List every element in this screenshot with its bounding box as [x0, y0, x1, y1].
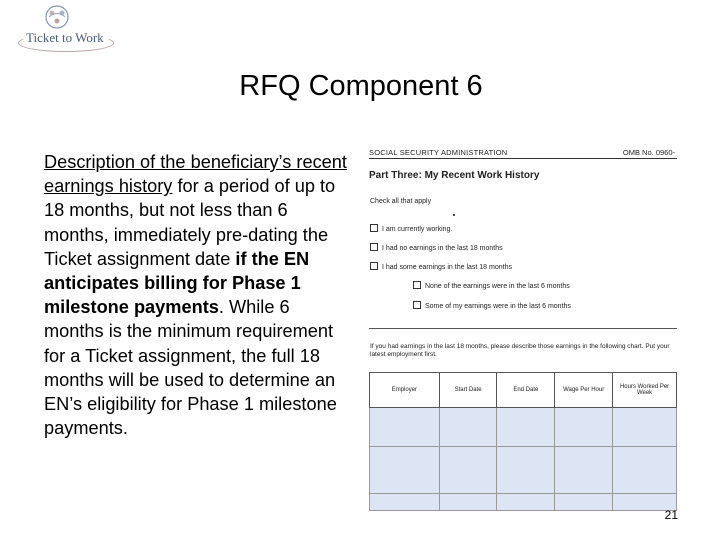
slide-description [44, 150, 354, 440]
checkbox-icon[interactable] [413, 301, 421, 309]
checkbox-icon[interactable] [413, 281, 421, 289]
table-cell[interactable] [497, 408, 555, 447]
form-header-left: SOCIAL SECURITY ADMINISTRATION [369, 148, 508, 157]
col-wage: Wage Per Hour [555, 373, 613, 408]
table-row [370, 447, 677, 494]
form-option-working[interactable]: I am currently working. [370, 224, 452, 233]
form-instruction: If you had earnings in the last 18 months, please describe those earnings in the following chart. Put your latest employment first. [370, 343, 670, 358]
form-speck [453, 214, 455, 216]
table-cell[interactable] [439, 408, 497, 447]
col-employer: Employer [370, 373, 440, 408]
form-top-rule [369, 158, 677, 159]
ticket-to-work-logo [8, 4, 108, 46]
form-check-label: Check all that apply [370, 198, 432, 205]
description-underlined: Description of the beneficiary’s recent earnings history [44, 152, 347, 197]
form-suboption-none-6mo[interactable]: None of the earnings were in the last 6 months [413, 281, 570, 290]
table-cell[interactable] [613, 447, 677, 494]
description-part1: for a period of up to 18 months, but not less than 6 months, immediately pre-dating the Ticket assignment date [44, 176, 336, 269]
checkbox-icon[interactable] [370, 243, 378, 251]
table-cell[interactable] [439, 494, 497, 511]
slide-title: RFQ Component 6 [239, 70, 483, 102]
earnings-table [369, 372, 677, 511]
table-cell[interactable] [555, 408, 613, 447]
table-cell[interactable] [439, 447, 497, 494]
table-row [370, 408, 677, 447]
checkbox-icon[interactable] [370, 224, 378, 232]
col-hours: Hours Worked Per Week [613, 373, 677, 408]
col-start-date: Start Date [439, 373, 497, 408]
table-cell[interactable] [555, 447, 613, 494]
col-end-date: End Date [497, 373, 555, 408]
earnings-table-header [370, 373, 677, 408]
table-row [370, 494, 677, 511]
form-option-some-earnings[interactable]: I had some earnings in the last 18 months [370, 262, 512, 271]
table-cell[interactable] [613, 408, 677, 447]
table-cell[interactable] [555, 494, 613, 511]
table-cell[interactable] [497, 447, 555, 494]
checkbox-icon[interactable] [370, 262, 378, 270]
table-cell[interactable] [497, 494, 555, 511]
table-cell[interactable] [370, 408, 440, 447]
description-part2: . While 6 months is the minimum requirement for a Ticket assignment, the full 18 months will be used to determine an EN’s eligibility for Phase 1 milestone payments. [44, 297, 337, 439]
people-circle-icon [42, 4, 72, 30]
form-part-title: Part Three: My Recent Work History [369, 170, 540, 181]
logo-text: Ticket to Work [26, 30, 104, 45]
table-cell[interactable] [370, 447, 440, 494]
table-cell[interactable] [370, 494, 440, 511]
form-mid-rule [369, 328, 677, 329]
page-number: 21 [664, 508, 678, 522]
form-suboption-some-6mo[interactable]: Some of my earnings were in the last 6 months [413, 301, 571, 310]
ssa-form-excerpt [369, 144, 677, 506]
form-option-no-earnings[interactable]: I had no earnings in the last 18 months [370, 243, 503, 252]
form-header-right: OMB No. 0960- [622, 148, 675, 157]
description-bold: if the EN anticipates billing for Phase 1 milestone payments [44, 248, 310, 318]
